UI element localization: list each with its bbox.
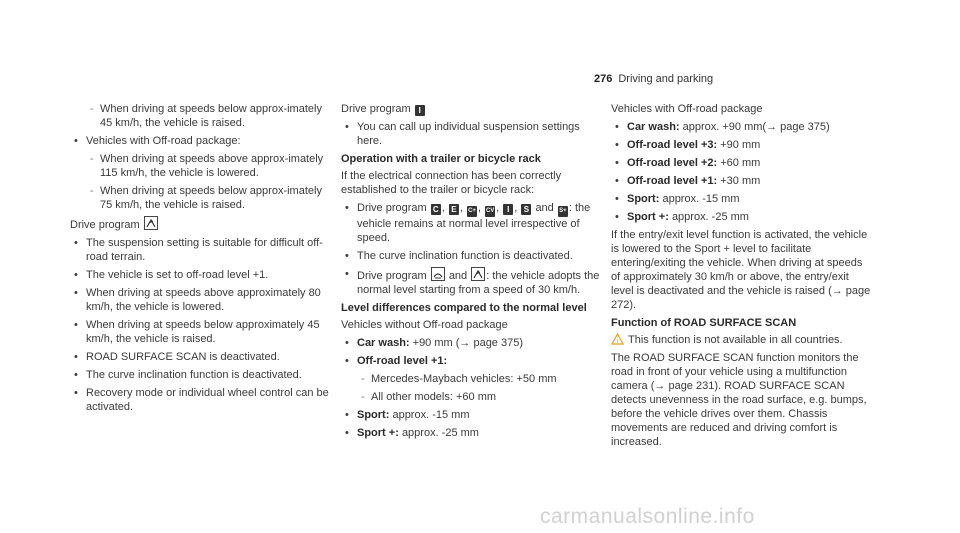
drive-program-line: Drive program (70, 216, 332, 232)
list-item: • Off-road level +2: +60 mm (615, 157, 761, 169)
list-subitem: - When driving at speeds below approx-imately 75 km/h, the vehicle is raised. (90, 185, 322, 211)
list-item: • The curve inclination function is deactivated. (345, 250, 573, 262)
list-item: • Off-road level +3: +90 mm (615, 139, 761, 151)
individual-key-icon: I (415, 105, 425, 116)
note-icon (611, 333, 624, 345)
offroad-mountain-icon (471, 267, 485, 281)
list-item: • Sport +: approx. -25 mm (615, 211, 749, 223)
list-item: • The suspension setting is suitable for difficult off-road terrain. (74, 237, 323, 263)
list-item: • Off-road level +1: (345, 355, 448, 367)
trail-icon (431, 267, 445, 281)
sport-key-icon: S (521, 204, 531, 215)
list-subitem: - All other models: +60 mm (361, 391, 497, 403)
comfort-key-icon: C (431, 204, 441, 215)
paragraph: Vehicles without Off-road package (341, 319, 508, 331)
list-item: • Vehicles with Off-road package: (74, 135, 241, 147)
list-item: • ROAD SURFACE SCAN is deactivated. (74, 351, 280, 363)
list-item: • Sport: approx. -15 mm (615, 193, 740, 205)
section-heading: Function of ROAD SURFACE SCAN (611, 317, 797, 329)
list-item: • When driving at speeds below approximately 45 km/h, the vehicle is raised. (74, 319, 320, 345)
list-item: • Car wash: +90 mm (→ page 375) (345, 337, 524, 349)
column-3 (611, 102, 873, 453)
list-item: • Sport +: approx. -25 mm (345, 427, 479, 439)
eco-key-icon: E (449, 204, 459, 215)
offroad-mountain-icon (144, 216, 158, 230)
section-title: Driving and parking (618, 73, 714, 85)
list-item: • Recovery mode or individual wheel control can be activated. (74, 387, 329, 413)
watermark: carmanualsonline.info (540, 505, 755, 528)
column-2 (341, 102, 601, 444)
cv-key-icon: CV (485, 206, 495, 217)
list-item: • Drive program C , E , C+ , CV , I , S and S+ : the vehicle remains at normal level irrespective of speed. (345, 202, 591, 244)
section-heading: Level differences compared to the normal level (341, 302, 587, 314)
paragraph: The ROAD SURFACE SCAN function monitors the road in front of your vehicle using a multifunction camera (→ page 231). ROAD SURFACE SCAN detects unevenness in the road surface, e.g. bumps, before the vehicle drives over them. Chassis movements are reduced and driving comfort is increased. (611, 352, 867, 448)
list-item: • The curve inclination function is deactivated. (74, 369, 302, 381)
list-item: • When driving at speeds above approximately 80 km/h, the vehicle is lowered. (74, 287, 321, 313)
page-header (594, 73, 713, 85)
list-item: • Drive program and : the vehicle adopts the normal level starting from a speed of 30 km/h. (345, 268, 600, 296)
list-subitem: - When driving at speeds below approx-imately 45 km/h, the vehicle is raised. (90, 103, 322, 129)
svg-text:i: i (616, 338, 619, 345)
list-item: • Sport: approx. -15 mm (345, 409, 470, 421)
list-item: • Car wash: approx. +90 mm(→ page 375) (615, 121, 830, 133)
paragraph: Vehicles with Off-road package (611, 103, 763, 115)
section-heading: Operation with a trailer or bicycle rack (341, 153, 541, 165)
list-item: • The vehicle is set to off-road level +1. (74, 269, 269, 281)
list-item: • You can call up individual suspension settings here. (345, 121, 580, 147)
list-item: • Off-road level +1: +30 mm (615, 175, 761, 187)
note: i This function is not available in all countries. (611, 333, 873, 347)
paragraph: If the electrical connection has been correctly established to the trailer or bicycle rack: (341, 170, 562, 196)
individual-key-icon: I (503, 204, 513, 215)
page-number: 276 (594, 73, 613, 85)
list-subitem: - Mercedes-Maybach vehicles: +50 mm (361, 373, 557, 385)
drive-program-line: Drive program I (341, 102, 601, 116)
sport-plus-key-icon: S+ (558, 206, 568, 217)
paragraph: If the entry/exit level function is activated, the vehicle is lowered to the Sport + level to facilitate entering/exiting the vehicle. When driving at speeds of approximately 30 km/h or above, the entry/exit level is deactivated and the vehicle is raised (→ page 272). (611, 229, 871, 311)
comfort-plus-key-icon: C+ (467, 206, 477, 217)
list-subitem: - When driving at speeds above approx-imately 115 km/h, the vehicle is lowered. (90, 153, 324, 179)
column-1 (70, 102, 332, 418)
